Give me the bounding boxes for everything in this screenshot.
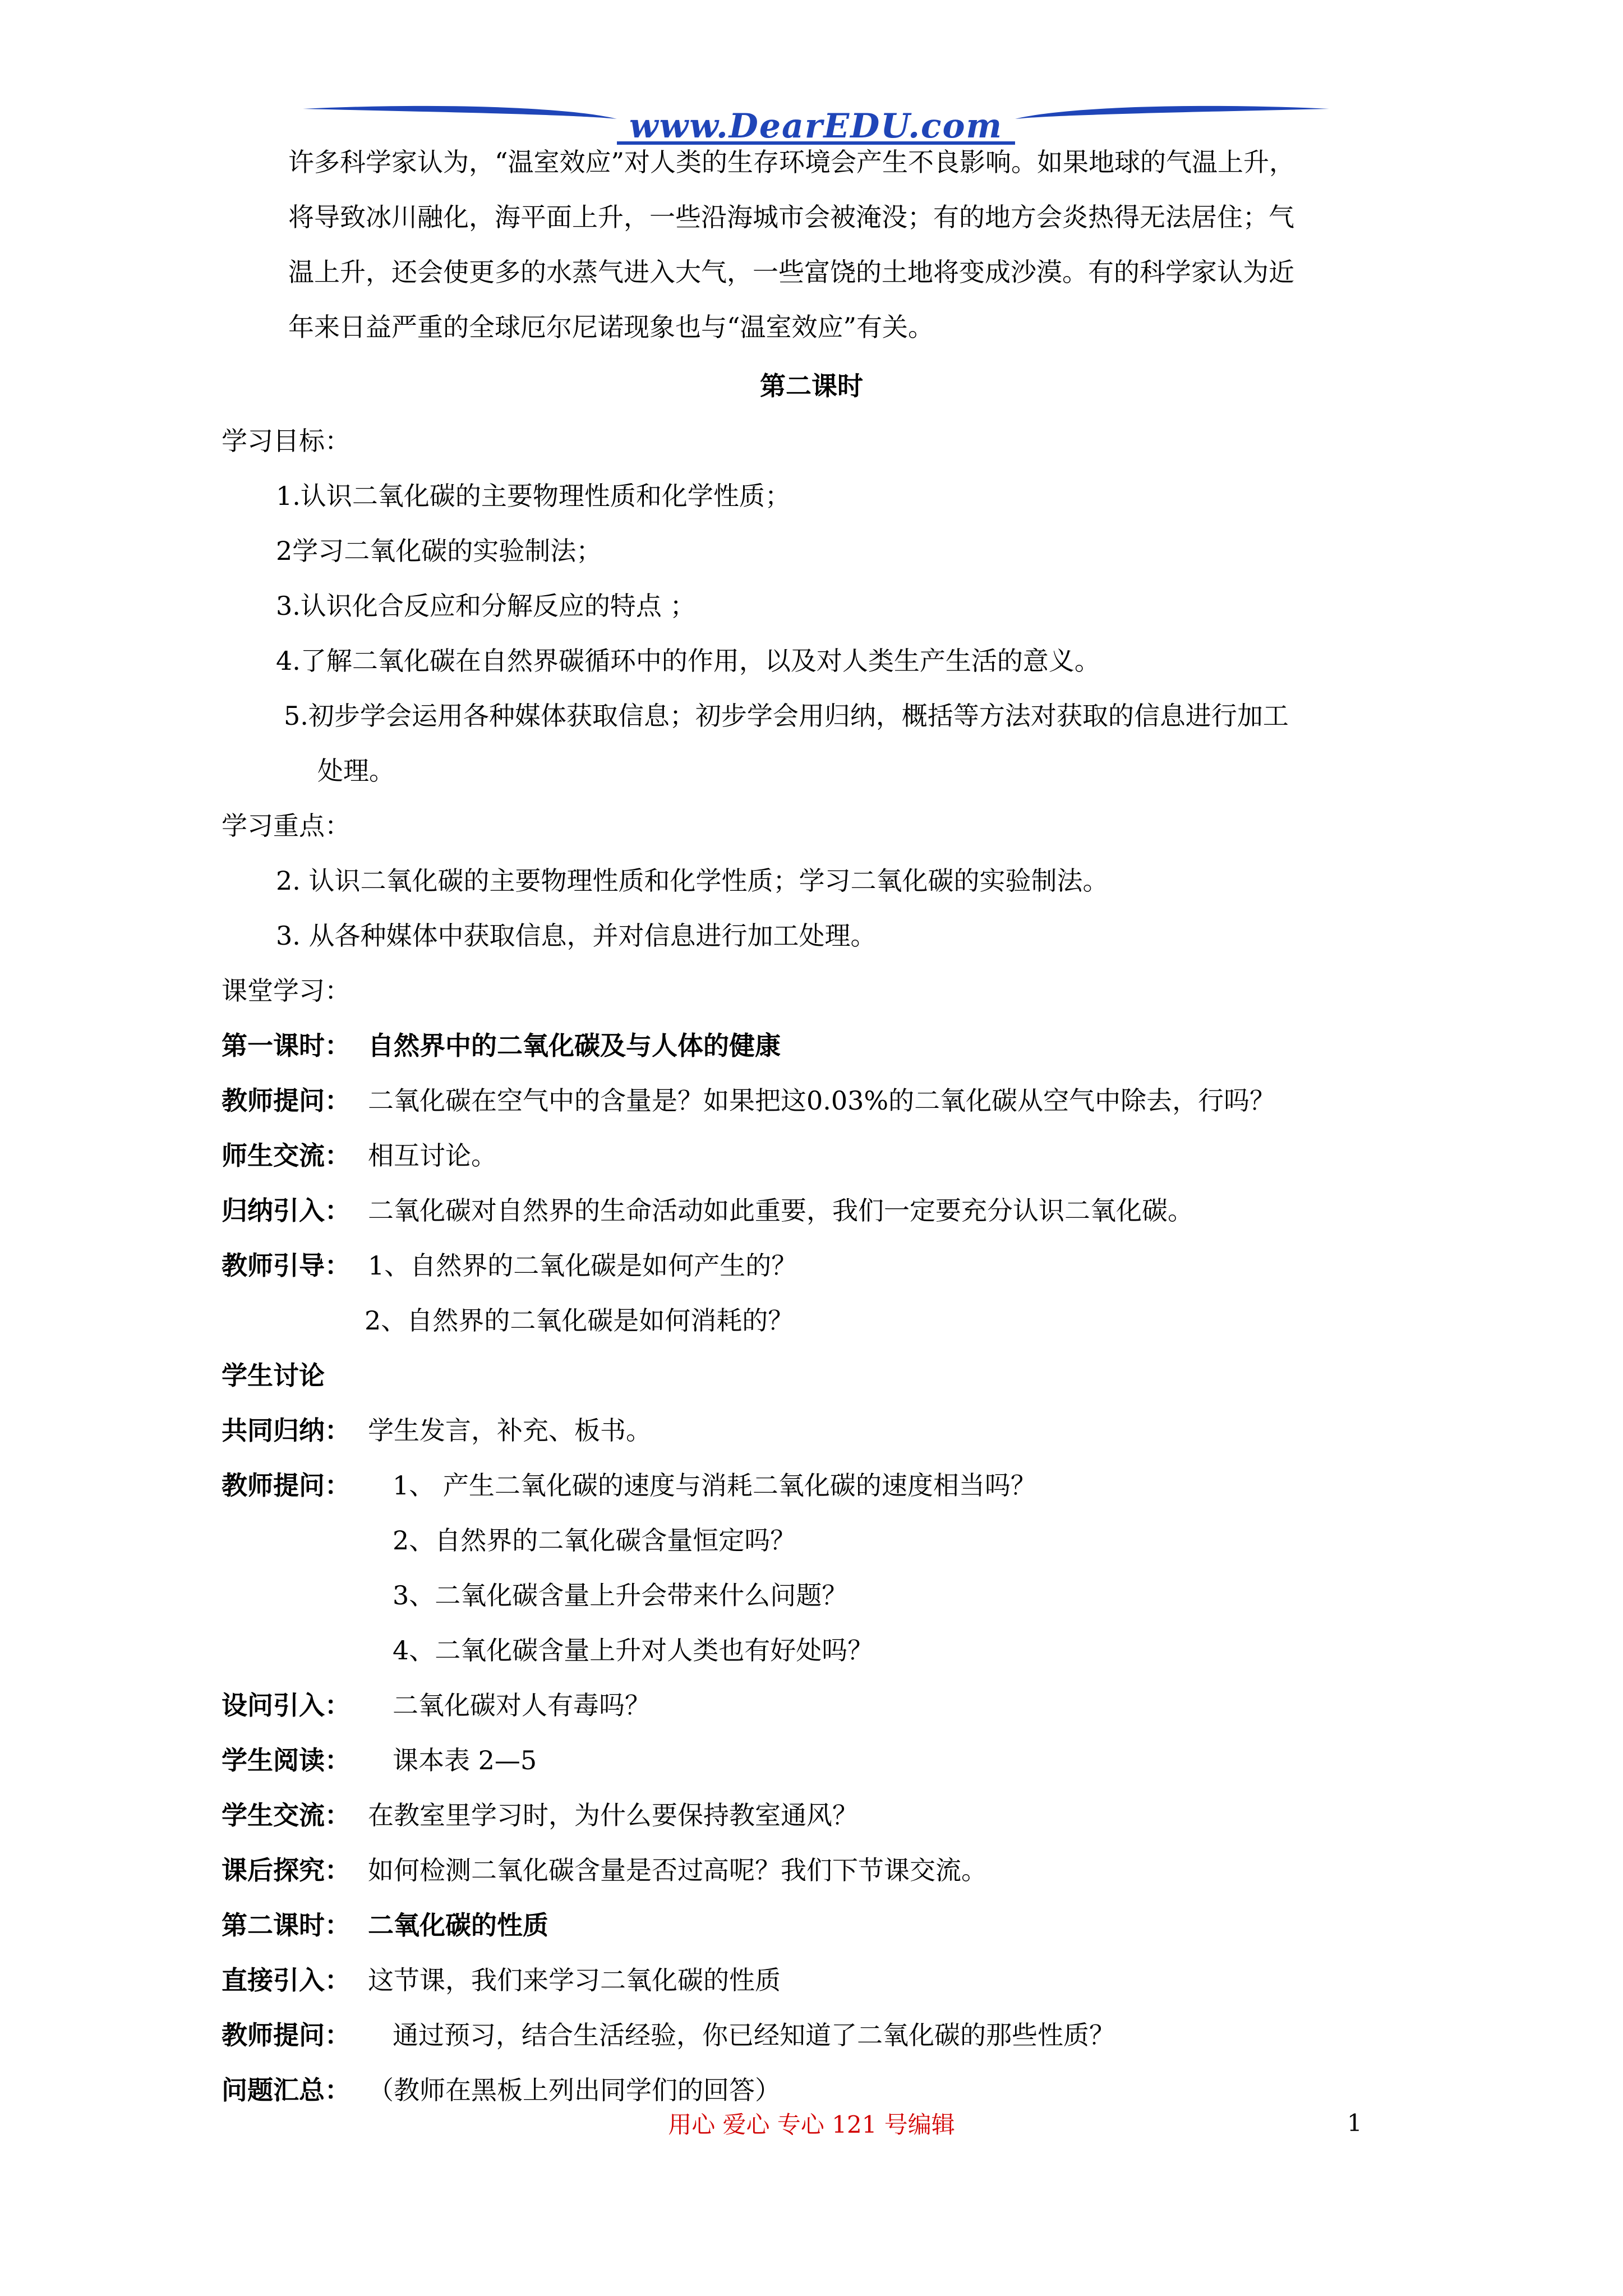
line-label: 归纳引入： bbox=[222, 1195, 351, 1226]
objective-item: 2学习二氧化碳的实验制法； bbox=[276, 536, 602, 566]
line-label: 第一课时： bbox=[222, 1030, 351, 1061]
line-label: 教师引导： bbox=[222, 1250, 351, 1281]
line-text: 学生发言，补充、板书。 bbox=[368, 1415, 652, 1446]
line-label: 共同归纳： bbox=[222, 1415, 351, 1446]
intro-line: 年来日益严重的全球厄尔尼诺现象也与“温室效应”有关。 bbox=[288, 312, 934, 342]
line-label: 教师提问： bbox=[222, 1470, 351, 1501]
line-label: 课后探究： bbox=[222, 1855, 351, 1885]
key-point-item: 3. 从各种媒体中获取信息，并对信息进行加工处理。 bbox=[276, 921, 877, 951]
line-label: 师生交流： bbox=[222, 1140, 351, 1171]
line-text: 自然界中的二氧化碳及与人体的健康 bbox=[368, 1030, 781, 1061]
intro-line: 将导致冰川融化，海平面上升，一些沿海城市会被淹没；有的地方会炎热得无法居住；气 bbox=[288, 202, 1294, 232]
intro-paragraph bbox=[288, 135, 1415, 355]
line-text: 这节课，我们来学习二氧化碳的性质 bbox=[368, 1965, 781, 1995]
line-label: 直接引入： bbox=[222, 1965, 351, 1995]
line-label: 学生交流： bbox=[222, 1800, 351, 1830]
line-text: 在教室里学习时，为什么要保持教室通风？ bbox=[368, 1800, 858, 1830]
objective-item: 3.认识化合反应和分解反应的特点 ； bbox=[276, 591, 696, 621]
line-label: 学生阅读： bbox=[222, 1745, 351, 1775]
line-label: 学生讨论 bbox=[222, 1360, 325, 1391]
line-text: 1、自然界的二氧化碳是如何产生的？ bbox=[368, 1250, 797, 1281]
objective-item: 处理。 bbox=[317, 756, 395, 786]
line-label: 教师提问： bbox=[222, 1085, 351, 1116]
class-heading: 课堂学习： bbox=[222, 976, 351, 1006]
footer-text: 用心 爱心 专心 121 号编辑 bbox=[668, 2111, 955, 2138]
line-text: 二氧化碳的性质 bbox=[368, 1910, 548, 1940]
line-text: 二氧化碳对人有毒吗？ bbox=[393, 1690, 651, 1720]
line-text: 2、自然界的二氧化碳是如何消耗的？ bbox=[365, 1305, 794, 1336]
line-label: 设问引入： bbox=[222, 1690, 351, 1720]
line-text: 课本表 2—5 bbox=[393, 1745, 537, 1775]
site-url: www.DearEDU.com bbox=[629, 107, 1003, 146]
line-label: 问题汇总： bbox=[222, 2075, 351, 2105]
objective-item: 4.了解二氧化碳在自然界碳循环中的作用，以及对人类生产生活的意义。 bbox=[276, 646, 1100, 676]
line-text: （教师在黑板上列出同学们的回答） bbox=[368, 2075, 781, 2105]
line-text: 1、 产生二氧化碳的速度与消耗二氧化碳的速度相当吗？ bbox=[393, 1470, 1036, 1501]
key-point-item: 2. 认识二氧化碳的主要物理性质和化学性质；学习二氧化碳的实验制法。 bbox=[276, 866, 1109, 896]
line-text: 二氧化碳对自然界的生命活动如此重要，我们一定要充分认识二氧化碳。 bbox=[368, 1195, 1193, 1226]
line-text: 相互讨论。 bbox=[368, 1140, 497, 1171]
line-text: 二氧化碳在空气中的含量是？如果把这0.03%的二氧化碳从空气中除去，行吗？ bbox=[368, 1085, 1276, 1116]
line-text: 如何检测二氧化碳含量是否过高呢？我们下节课交流。 bbox=[368, 1855, 987, 1885]
intro-line: 许多科学家认为，“温室效应”对人类的生存环境会产生不良影响。如果地球的气温上升， bbox=[288, 147, 1295, 177]
objective-item: 1.认识二氧化碳的主要物理性质和化学性质； bbox=[276, 481, 791, 511]
line-label: 教师提问： bbox=[222, 2020, 351, 2050]
section-title: 第二课时 bbox=[760, 371, 863, 401]
key-points-heading: 学习重点： bbox=[222, 811, 351, 841]
intro-line: 温上升，还会使更多的水蒸气进入大气，一些富饶的土地将变成沙漠。有的科学家认为近 bbox=[288, 257, 1294, 287]
objectives-heading: 学习目标： bbox=[222, 426, 351, 456]
objective-item: 5.初步学会运用各种媒体获取信息；初步学会用归纳，概括等方法对获取的信息进行加工 bbox=[284, 701, 1289, 731]
line-label: 第二课时： bbox=[222, 1910, 351, 1940]
line-text: 通过预习，结合生活经验，你已经知道了二氧化碳的那些性质？ bbox=[393, 2020, 1115, 2050]
line-text: 3、二氧化碳含量上升会带来什么问题？ bbox=[393, 1580, 848, 1611]
line-text: 4、二氧化碳含量上升对人类也有好处吗？ bbox=[393, 1635, 874, 1665]
line-text: 2、自然界的二氧化碳含量恒定吗？ bbox=[393, 1525, 796, 1556]
page-number: 1 bbox=[1347, 2109, 1362, 2137]
